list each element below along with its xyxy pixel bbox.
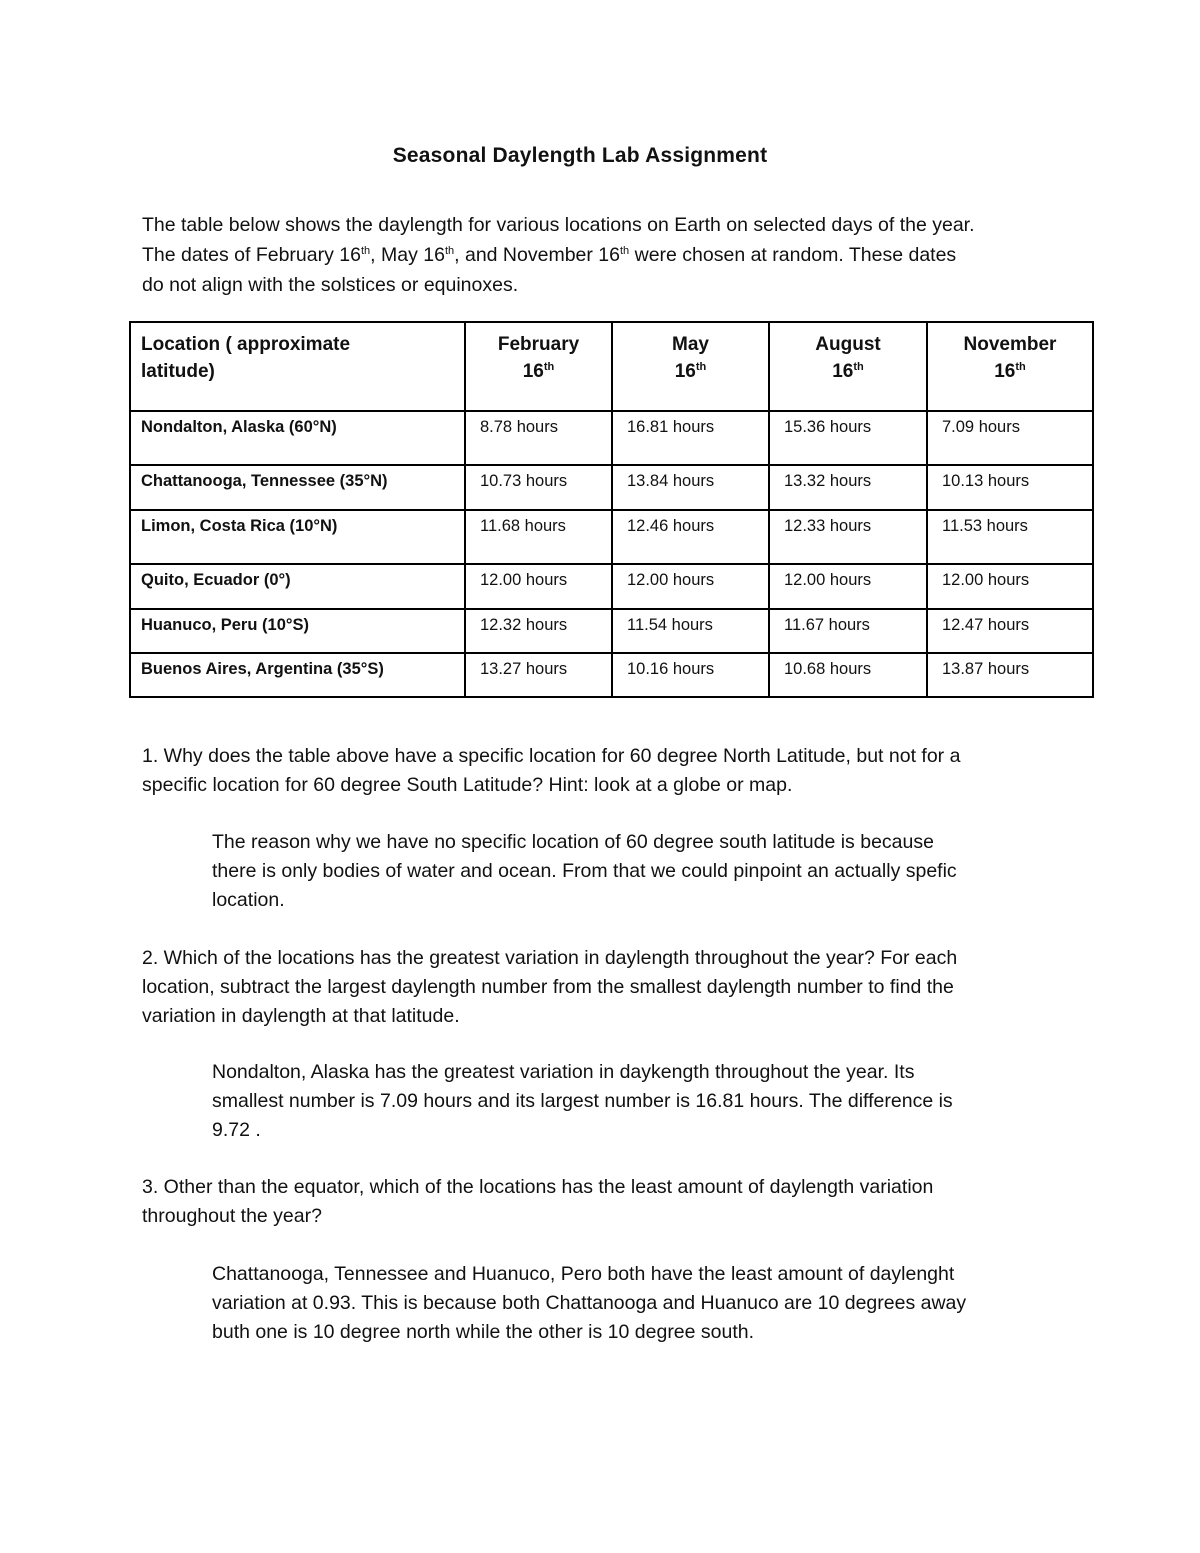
table-cell: 13.87 hours <box>927 653 1093 697</box>
table-cell: 11.67 hours <box>769 609 927 653</box>
table-cell: 13.27 hours <box>465 653 612 697</box>
table-cell: 16.81 hours <box>612 411 769 465</box>
table-cell: 12.46 hours <box>612 510 769 564</box>
table-cell: 12.47 hours <box>927 609 1093 653</box>
table-cell: 7.09 hours <box>927 411 1093 465</box>
table-cell: 10.13 hours <box>927 465 1093 510</box>
question-1: 1. Why does the table above have a specific location for 60 degree North Latitude, but not for a specific location for 60 degree South Latitude? Hint: look at a globe or map. <box>142 745 961 796</box>
header-month: August 16th <box>769 322 927 411</box>
table-cell: 11.54 hours <box>612 609 769 653</box>
table-row <box>130 510 1093 564</box>
table-row <box>130 564 1093 609</box>
table-cell: 10.16 hours <box>612 653 769 697</box>
table-cell: 11.53 hours <box>927 510 1093 564</box>
table-cell: 12.32 hours <box>465 609 612 653</box>
table-cell: 11.68 hours <box>465 510 612 564</box>
intro-line-2: The dates of February 16th, May 16th, and November 16th were chosen at random. These dates <box>142 244 957 266</box>
answer-2: Nondalton, Alaska has the greatest variation in daykength throughout the year. Its smallest number is 7.09 hours and its largest number is 16.81 hours. The difference is 9.72 . <box>212 1061 953 1141</box>
table-cell: 13.32 hours <box>769 465 927 510</box>
table-cell: 12.00 hours <box>612 564 769 609</box>
intro-paragraph <box>142 210 1062 300</box>
row-location: Quito, Ecuador (0°) <box>130 564 465 609</box>
header-location: Location ( approximate latitude) <box>130 322 465 411</box>
table-cell: 12.33 hours <box>769 510 927 564</box>
table-row <box>130 653 1093 697</box>
table-cell: 10.73 hours <box>465 465 612 510</box>
intro-line-3: do not align with the solstices or equinoxes. <box>142 274 519 296</box>
table-cell: 8.78 hours <box>465 411 612 465</box>
table-cell: 12.00 hours <box>927 564 1093 609</box>
table-cell: 10.68 hours <box>769 653 927 697</box>
table-cell: 12.00 hours <box>769 564 927 609</box>
daylength-table <box>129 321 1094 698</box>
table-row <box>130 609 1093 653</box>
row-location: Huanuco, Peru (10°S) <box>130 609 465 653</box>
table-row <box>130 411 1093 465</box>
row-location: Chattanooga, Tennessee (35°N) <box>130 465 465 510</box>
answer-1: The reason why we have no specific location of 60 degree south latitude is because there is only bodies of water and ocean. From that we could pinpoint an actually spefic location. <box>212 831 957 911</box>
question-2: 2. Which of the locations has the greatest variation in daylength throughout the year? For each location, subtract the largest daylength number from the smallest daylength number to find the variation in daylength at that latitude. <box>142 947 958 1027</box>
header-month: May 16th <box>612 322 769 411</box>
row-location: Nondalton, Alaska (60°N) <box>130 411 465 465</box>
answer-3: Chattanooga, Tennessee and Huanuco, Pero both have the least amount of daylenght variation at 0.93. This is because both Chattanooga and Huanuco are 10 degrees away buth one is 10 degree north while the other is 10 degree south. <box>212 1263 967 1343</box>
table-cell: 13.84 hours <box>612 465 769 510</box>
intro-line-1: The table below shows the daylength for various locations on Earth on selected days of the year. <box>142 214 975 236</box>
page-title: Seasonal Daylength Lab Assignment <box>392 144 768 167</box>
table-row <box>130 465 1093 510</box>
table-cell: 12.00 hours <box>465 564 612 609</box>
header-month: February 16th <box>465 322 612 411</box>
row-location: Buenos Aires, Argentina (35°S) <box>130 653 465 697</box>
header-month: November 16th <box>927 322 1093 411</box>
table-header-row <box>130 322 1093 411</box>
row-location: Limon, Costa Rica (10°N) <box>130 510 465 564</box>
question-3: 3. Other than the equator, which of the locations has the least amount of daylength variation throughout the year? <box>142 1176 934 1227</box>
table-cell: 15.36 hours <box>769 411 927 465</box>
